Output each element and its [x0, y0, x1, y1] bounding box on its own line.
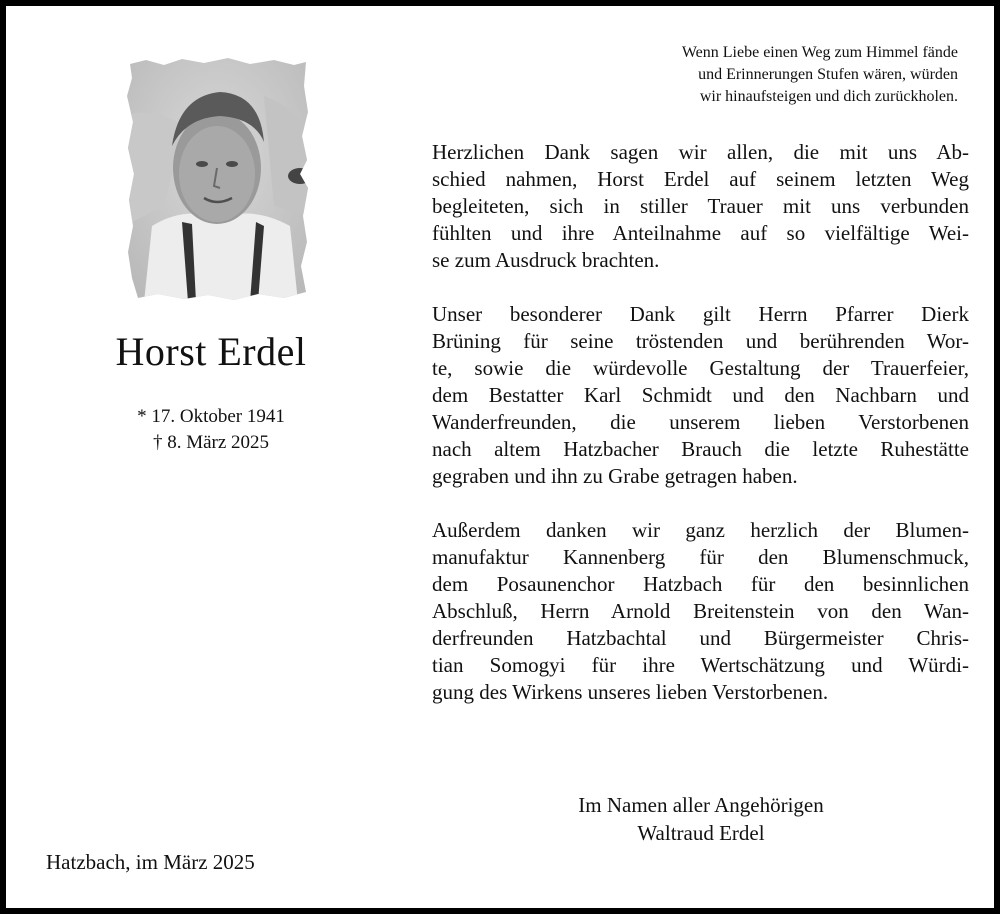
text-line: Wanderfreunden, die unserem lieben Verstorbenen [432, 410, 969, 434]
text-line: fühlten und ihre Anteilnahme auf so vielfältige Wei- [432, 221, 969, 245]
text-line: Außerdem danken wir ganz herzlich der Blumen- [432, 518, 969, 542]
signature-line-name: Waltraud Erdel [637, 821, 765, 845]
birth-date: * 17. Oktober 1941 [137, 406, 285, 427]
paragraph-special-thanks [432, 301, 969, 490]
text-line: dem Bestatter Karl Schmidt und den Nachbarn und [432, 383, 969, 407]
text-line: dem Posaunenchor Hatzbach für den besinnlichen [432, 572, 969, 596]
text-line: gegraben und ihn zu Grabe getragen haben. [432, 464, 798, 488]
thank-you-text [432, 139, 969, 733]
text-line: tian Somogyi für ihre Wertschätzung und Würdi- [432, 653, 969, 677]
text-line: Herzlichen Dank sagen wir allen, die mit uns Ab- [432, 140, 969, 164]
text-line: se zum Ausdruck brachten. [432, 248, 660, 272]
text-line: manufaktur Kannenberg für den Blumenschmuck, [432, 545, 969, 569]
life-dates [66, 404, 356, 456]
text-line: begleiteten, sich in stiller Trauer mit uns verbunden [432, 194, 969, 218]
motto-line: und Erinnerungen Stufen wären, würden [698, 66, 958, 83]
place-and-date: Hatzbach, im März 2025 [46, 850, 255, 874]
motto-line: Wenn Liebe einen Weg zum Himmel fände [681, 44, 958, 61]
text-line: nach altem Hatzbacher Brauch die letzte Ruhestätte [432, 437, 969, 461]
signature-line-relatives: Im Namen aller Angehörigen [578, 793, 824, 817]
text-line: Brüning für seine tröstenden und berührenden Wor- [432, 329, 969, 353]
paragraph-further-thanks [432, 517, 969, 706]
text-line: Unser besonderer Dank gilt Herrn Pfarrer Dierk [432, 302, 969, 326]
text-line: schied nahmen, Horst Erdel auf seinem letzten Weg [432, 167, 969, 191]
portrait-photo [124, 56, 310, 302]
deceased-name: Horst Erdel [115, 329, 307, 374]
text-line: Abschluß, Herrn Arnold Breitenstein von den Wan- [432, 599, 969, 623]
paragraph-thanks-all [432, 139, 969, 274]
motto-line: wir hinaufsteigen und dich zurückholen. [699, 88, 958, 105]
motto-verse [682, 42, 958, 108]
text-line: gung des Wirkens unseres lieben Verstorbenen. [432, 680, 829, 704]
signature-block [506, 791, 896, 847]
text-line: te, sowie die würdevolle Gestaltung der Trauerfeier, [432, 356, 969, 380]
text-line: derfreunden Hatzbachtal und Bürgermeister Chris- [432, 626, 969, 650]
death-date: † 8. März 2025 [152, 432, 270, 453]
